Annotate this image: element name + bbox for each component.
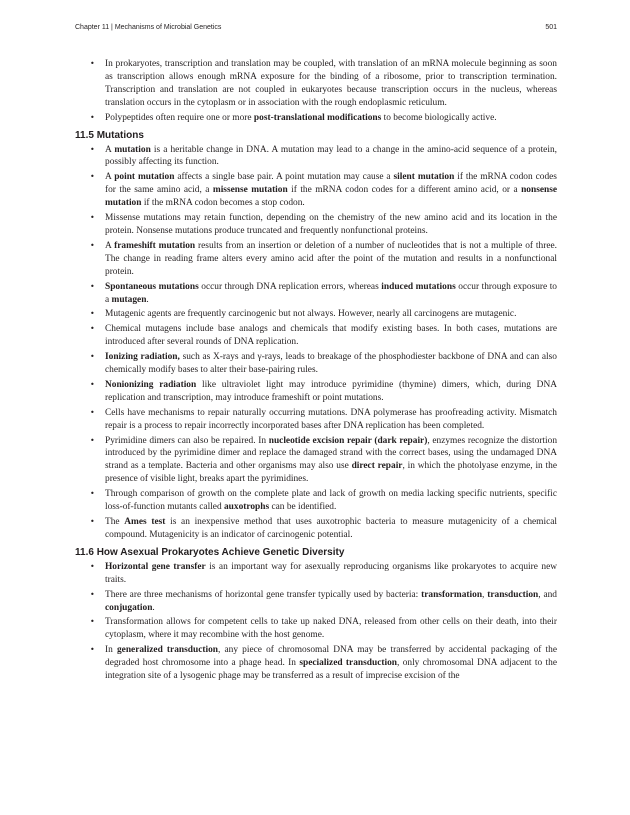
bullet-marker: • — [90, 589, 95, 599]
bullet-marker: • — [90, 645, 95, 655]
bullet-item — [75, 589, 557, 615]
text-run: like ultraviolet light may introduce pyrimidine (thymine) dimers, which, during DNA replication and transcription, may introduce frameshift or point mutations. — [105, 379, 557, 403]
text-run: occur through exposure to a — [105, 281, 557, 305]
key-term: frameshift mutation — [114, 240, 196, 251]
text-run: , in which the photolyase enzyme, in the presence of visible light, breaks apart the pyrimidines. — [105, 461, 558, 485]
bullet-marker: • — [90, 517, 95, 526]
bullet-item — [75, 561, 557, 587]
bullet-marker: • — [90, 324, 95, 334]
bullet-item — [75, 516, 557, 542]
bullet-item — [75, 435, 557, 487]
key-term: Nonionizing radiation — [105, 379, 197, 390]
section-heading-genetic-diversity: 11.6 How Asexual Prokaryotes Achieve Genetic Diversity — [75, 546, 345, 558]
text-run: A — [105, 240, 115, 251]
text-run: is a heritable change in DNA. A mutation may lead to a change in the amino-acid sequence of a protein, possibly affecting its function. — [105, 144, 557, 168]
key-term: silent mutation — [393, 172, 455, 183]
text-run: if the mRNA codon codes for a different amino acid, or a — [287, 185, 522, 196]
key-term: Spontaneous mutations — [105, 281, 199, 292]
bullet-marker: • — [90, 489, 95, 499]
bullet-marker: • — [90, 617, 95, 627]
text-run: Pyrimidine dimers can also be repaired. In — [105, 435, 269, 446]
mutations-bullet-list — [75, 144, 557, 542]
bullet-marker: • — [90, 281, 95, 291]
bullet-marker: • — [90, 59, 95, 68]
bullet-marker: • — [90, 561, 95, 571]
key-term: nonsense mutation — [105, 185, 558, 209]
chapter-title: Chapter 11 | Mechanisms of Microbial Genetics — [75, 24, 222, 31]
bullet-marker: • — [90, 172, 95, 182]
key-term: transformation — [421, 589, 483, 600]
text-run: Mutagenic agents are frequently carcinogenic but not always. However, nearly all carcinogens are mutagenic. — [105, 309, 517, 320]
key-term: transduction — [487, 589, 539, 600]
text-run: . — [152, 602, 155, 613]
bullet-item — [75, 644, 557, 683]
bullet-item — [75, 323, 557, 349]
bullet-marker: • — [90, 309, 95, 319]
intro-bullet-list — [75, 58, 557, 125]
bullet-item — [75, 58, 557, 110]
text-run: In prokaryotes, transcription and translation may be coupled, with translation of an mRNA molecule beginning as soon as transcription allows enough mRNA exposure for the binding of a ribosome, prior to transcription termination. Transcription and translation are not coupled in eukaryotes because transcription occurs in the nucleus, whereas translation occurs in the cytoplasm or in association with the rough endoplasmic reticulum. — [105, 59, 557, 108]
section-heading-mutations: 11.5 Mutations — [75, 129, 144, 141]
key-term: Ames test — [124, 517, 166, 527]
key-term: Horizontal gene transfer — [105, 561, 206, 572]
page-content — [75, 58, 557, 685]
key-term: nucleotide excision repair (dark repair) — [268, 435, 428, 446]
bullet-marker: • — [90, 352, 95, 362]
bullet-marker: • — [90, 112, 95, 122]
text-run: Missense mutations may retain function, depending on the chemistry of the new amino acid and its location in the protein. Nonsense mutations produce truncated and frequently nonfunctional proteins. — [105, 213, 557, 236]
bullet-item — [75, 308, 557, 321]
bullet-item — [75, 281, 557, 307]
text-run: affects a single base pair. A point mutation may cause a — [174, 172, 394, 183]
text-run: if the mRNA codon codes for the same amino acid, a — [105, 172, 557, 196]
bullet-marker: • — [90, 240, 95, 250]
text-run: Through comparison of growth on the complete plate and lack of growth on media lacking specific nutrients, specific loss-of-function mutants called — [105, 489, 557, 513]
bullet-item — [75, 616, 557, 642]
text-run: such as X-rays and γ-rays, leads to breakage of the phosphodiester backbone of DNA and can also chemically modify bases to alter their base-pairing rules. — [105, 352, 557, 376]
bullet-item — [75, 240, 557, 279]
text-run: The — [105, 517, 125, 527]
text-run: . — [146, 294, 149, 305]
text-run: , and — [538, 589, 557, 600]
bullet-marker: • — [90, 407, 95, 417]
page-header — [75, 24, 557, 31]
bullet-item — [75, 112, 557, 125]
text-run: can be identified. — [269, 502, 337, 513]
page-number: 501 — [545, 24, 557, 31]
key-term: missense mutation — [212, 185, 288, 196]
diversity-bullet-list — [75, 561, 557, 683]
text-run: if the mRNA codon becomes a stop codon. — [141, 198, 305, 209]
key-term: induced mutations — [381, 281, 456, 292]
key-term: generalized transduction — [116, 645, 218, 656]
key-term: auxotrophs — [223, 502, 270, 513]
text-run: , — [482, 589, 488, 600]
bullet-item — [75, 144, 557, 170]
text-run: Chemical mutagens include base analogs and chemicals that modify existing bases. In both cases, mutations are introduced after several rounds of DNA replication. — [105, 324, 557, 348]
bullet-item — [75, 407, 557, 433]
bullet-item — [75, 379, 557, 405]
text-run: , enzymes recognize the distortion introduced by the pyrimidine dimer and replace the damaged strand with the correct bases, using the undamaged DNA strand as a template. Bacteria and other organisms may also use — [105, 435, 558, 472]
bullet-item — [75, 488, 557, 514]
text-run: occur through DNA replication errors, whereas — [198, 281, 382, 292]
key-term: post-translational modifications — [253, 112, 382, 123]
bullet-marker: • — [90, 213, 95, 223]
text-run: In — [105, 645, 117, 656]
text-run: Cells have mechanisms to repair naturally occurring mutations. DNA polymerase has proofreading activity. Mismatch repair is a process to repair incorrectly incorporated bases after DNA replication has been completed. — [105, 407, 557, 431]
text-run: is an important way for asexually reproducing organisms like prokaryotes to acquire new traits. — [105, 561, 557, 585]
text-run: to become biologically active. — [381, 112, 497, 123]
bullet-item — [75, 212, 557, 238]
bullet-item — [75, 171, 557, 210]
bullet-item — [75, 351, 557, 377]
key-term: Ionizing radiation, — [105, 352, 180, 363]
text-run: Transformation allows for competent cells to take up naked DNA, released from other cells on their death, into their cytoplasm, where it may recombine with the host genome. — [105, 617, 557, 641]
key-term: mutation — [114, 144, 151, 155]
key-term: direct repair — [351, 461, 403, 472]
key-term: conjugation — [105, 602, 153, 613]
text-run: Polypeptides often require one or more — [105, 112, 254, 123]
key-term: mutagen — [111, 294, 147, 305]
text-run: , only chromosomal DNA adjacent to the integration site of a lysogenic phage may be transferred as a result of imprecise excision of the — [105, 658, 557, 682]
bullet-marker: • — [90, 435, 95, 445]
text-run: There are three mechanisms of horizontal gene transfer typically used by bacteria: — [105, 589, 422, 600]
text-run: A — [105, 172, 115, 183]
text-run: is an inexpensive method that uses auxotrophic bacteria to measure mutagenicity of a chemical compound. Mutagenicity is an indicator of carcinogenic potential. — [105, 517, 557, 540]
key-term: point mutation — [114, 172, 175, 183]
text-run: results from an insertion or deletion of a number of nucleotides that is not a multiple of three. The change in reading frame alters every amino acid after the point of the mutation and results in a nonfunctional protein. — [105, 240, 557, 277]
text-run: , any piece of chromosomal DNA may be transferred by accidental packaging of the degraded host chromosome into a phage head. In — [105, 645, 557, 669]
key-term: specialized transduction — [299, 658, 397, 669]
bullet-marker: • — [90, 144, 95, 154]
text-run: A — [105, 144, 115, 155]
bullet-marker: • — [90, 379, 95, 389]
